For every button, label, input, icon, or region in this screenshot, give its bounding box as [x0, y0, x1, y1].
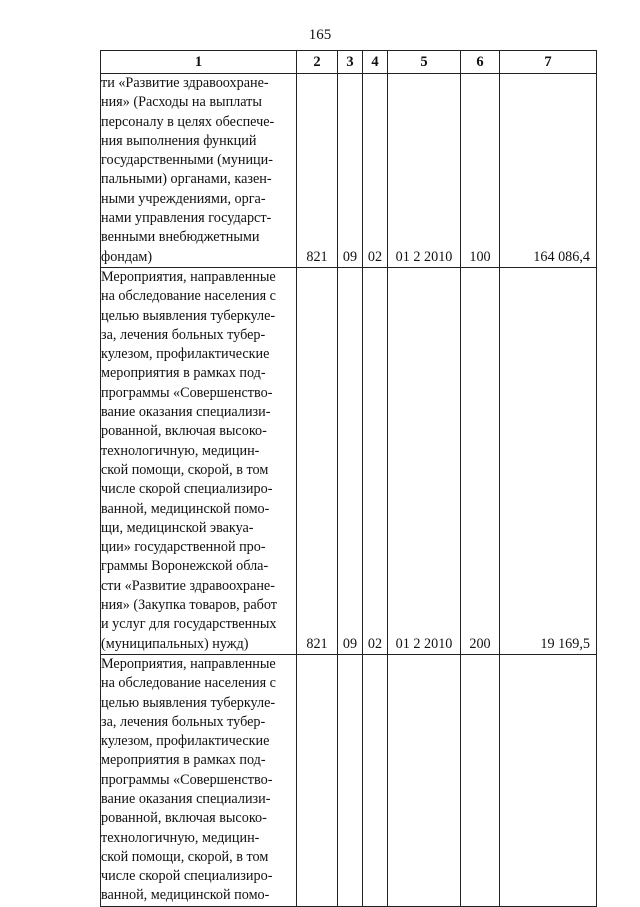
table-row — [101, 74, 597, 268]
column-header-3: 3 — [338, 51, 363, 74]
subsection-code: 02 — [363, 74, 388, 268]
target-article-code — [388, 654, 461, 906]
budget-table — [100, 50, 597, 907]
column-header-6: 6 — [461, 51, 500, 74]
section-code: 09 — [338, 74, 363, 268]
expense-type-code: 100 — [461, 74, 500, 268]
expense-type-code: 200 — [461, 267, 500, 654]
column-header-4: 4 — [363, 51, 388, 74]
column-header-2: 2 — [297, 51, 338, 74]
expense-type-code — [461, 654, 500, 906]
row-description: Мероприятия, направленные на обследование населения с целью выявления туберкуле- за, лечения больных тубер- кулезом, профилактические мероприятия в рамках под- программы «Совершенство- вание оказания специализи- рованной, включая высоко- технологичную, медицин- ской помощи, скорой, в том числе скорой специализиро- ванной, медицинской помо- щи, медицинской эвакуа- ции» государственной про- граммы Воронежской обла- сти «Развитие здравоохране- ния» (Закупка товаров, работ и услуг для государственных (муниципальных) нужд) — [101, 267, 297, 654]
column-header-5: 5 — [388, 51, 461, 74]
table-row — [101, 654, 597, 906]
target-article-code: 01 2 2010 — [388, 74, 461, 268]
amount-value: 19 169,5 — [500, 267, 597, 654]
header-row — [101, 51, 597, 74]
ministry-code: 821 — [297, 267, 338, 654]
table-row — [101, 267, 597, 654]
page-number: 165 — [308, 27, 332, 43]
ministry-code — [297, 654, 338, 906]
section-code: 09 — [338, 267, 363, 654]
column-header-1: 1 — [101, 51, 297, 74]
row-description: Мероприятия, направленные на обследование населения с целью выявления туберкуле- за, лечения больных тубер- кулезом, профилактические мероприятия в рамках под- программы «Совершенство- вание оказания специализи- рованной, включая высоко- технологичную, медицин- ской помощи, скорой, в том числе скорой специализиро- ванной, медицинской помо- — [101, 654, 297, 906]
amount-value: 164 086,4 — [500, 74, 597, 268]
row-description: ти «Развитие здравоохране- ния» (Расходы на выплаты персоналу в целях обеспече- ния выполнения функций государственными (муници- пальными) органами, казен- ными учреждениями, орга- нами управления государст- венными внебюджетными фондам) — [101, 74, 297, 268]
column-header-7: 7 — [500, 51, 597, 74]
ministry-code: 821 — [297, 74, 338, 268]
subsection-code: 02 — [363, 267, 388, 654]
subsection-code — [363, 654, 388, 906]
amount-value — [500, 654, 597, 906]
target-article-code: 01 2 2010 — [388, 267, 461, 654]
section-code — [338, 654, 363, 906]
